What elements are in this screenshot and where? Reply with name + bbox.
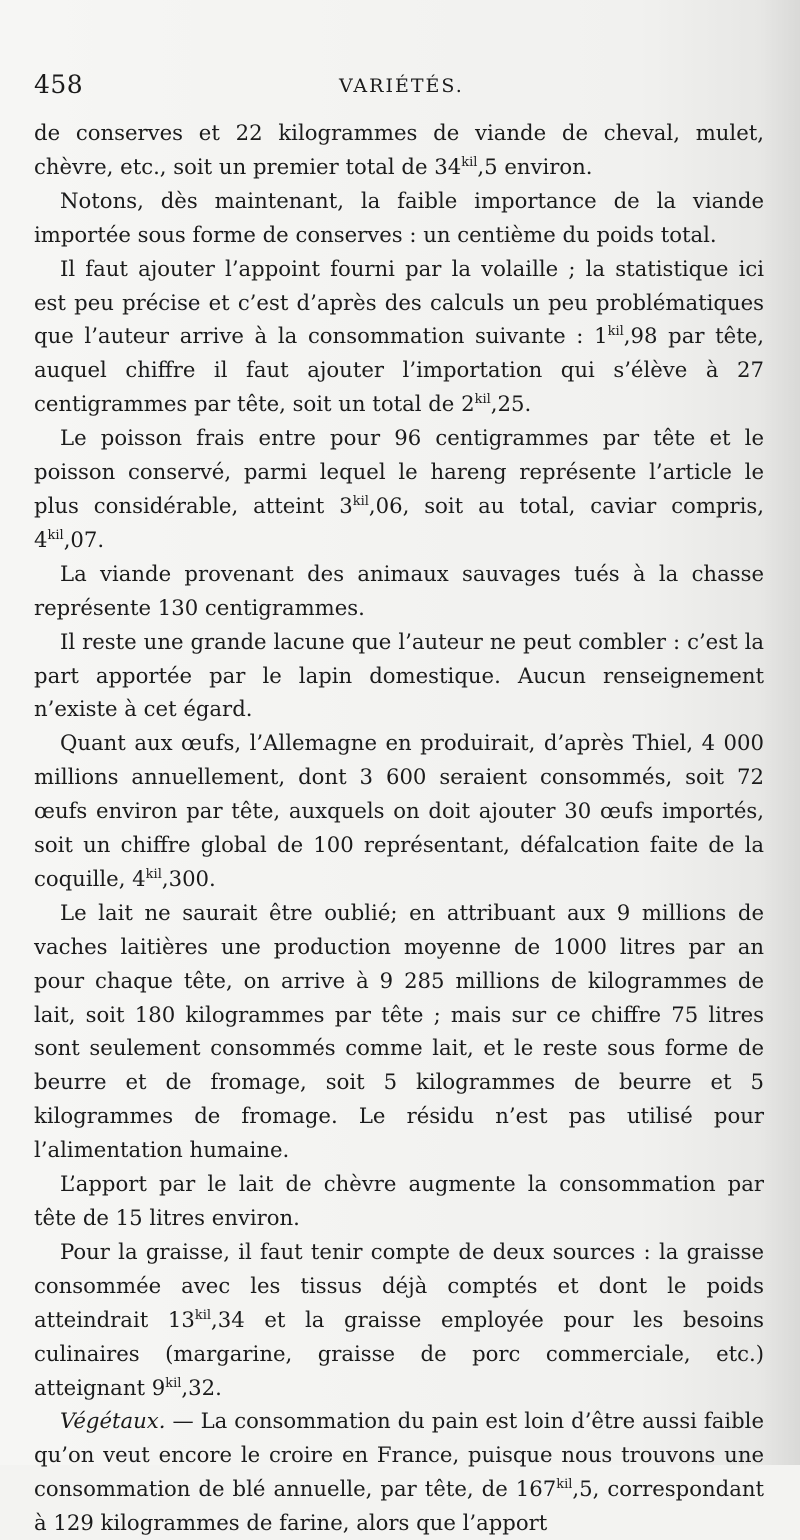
paragraph <box>34 625 764 727</box>
paragraph-text: ,5 environ. <box>477 153 593 179</box>
paragraph <box>34 896 764 1167</box>
paragraph-text: ,5, correspondant à 129 kilogrammes de farine, alors que l’apport <box>34 1476 764 1536</box>
page-number: 458 <box>34 70 84 99</box>
unit-superscript: kil <box>194 1307 212 1323</box>
body-text <box>34 116 764 1540</box>
paragraph-text: ,25. <box>490 391 532 417</box>
unit-superscript: kil <box>607 324 624 340</box>
paragraph-text: Pour la graisse, il faut tenir compte de deux sources : la graisse consommée avec les tissus déjà comptés et dont le poids atteindrait 13 <box>34 1238 764 1332</box>
unit-superscript: kil <box>352 493 369 509</box>
paragraph-text: L’apport par le lait de chèvre augmente la consommation par tête de 15 litres environ. <box>34 1171 764 1230</box>
paragraph <box>34 1404 764 1540</box>
paragraph-text: ,32. <box>181 1374 222 1400</box>
unit-superscript: kil <box>145 866 162 882</box>
unit-superscript: kil <box>474 392 491 408</box>
paragraph <box>34 557 764 625</box>
paragraph <box>34 421 764 557</box>
paragraph-text: — La consommation du pain est loin d’être aussi faible qu’on veut encore le croire en France, puisque nous trouvons une consommation de blé annuelle, par tête, de 167 <box>34 1408 764 1502</box>
paragraph-text: Il faut ajouter l’appoint fourni par la volaille ; la statistique ici est peu précise et c’est d’après des calculs un peu problématiques que l’auteur arrive à la consommation suivante : 1 <box>34 255 764 349</box>
paragraph-text: ,34 et la graisse employée pour les besoins culinaires (margarine, graisse de porc commerciale, etc.) atteignant 9 <box>34 1306 765 1400</box>
paragraph-text: Le lait ne saurait être oublié; en attribuant aux 9 millions de vaches laitières une production moyenne de 1000 litres par an pour chaque tête, on arrive à 9 285 millions de kilogrammes de lait, soit 180 kilogrammes par tête ; mais sur ce chiffre 75 litres sont seulement consommés comme lait, et le reste sous forme de beurre et de fromage, soit 5 kilogrammes de beurre et 5 kilogrammes de fromage. Le résidu n’est pas utilisé pour l’alimentation humaine. <box>34 899 764 1163</box>
unit-superscript: kil <box>556 1477 573 1493</box>
paragraph-text: de conserves et 22 kilogrammes de viande de cheval, mulet, chèvre, etc., soit un premier total de 34 <box>34 120 764 179</box>
paragraph <box>34 1167 764 1235</box>
paragraph <box>34 726 764 896</box>
paragraph-text: ,300. <box>161 865 216 891</box>
paragraph-text: Notons, dès maintenant, la faible importance de la viande importée sous forme de conserves : un centième du poids total. <box>34 187 764 247</box>
paragraph-text: ,07. <box>63 526 105 552</box>
paragraph-text: Le poisson frais entre pour 96 centigrammes par tête et le poisson conservé, parmi lequel le hareng représente l’article le plus considérable, atteint 3 <box>34 425 764 518</box>
running-title: VARIÉTÉS. <box>339 75 464 97</box>
paragraph <box>34 252 764 422</box>
section-heading: Végétaux. <box>60 1408 166 1434</box>
paragraph-text: La viande provenant des animaux sauvages tués à la chasse représente 130 centigrammes. <box>34 560 764 620</box>
paragraph-text: Il reste une grande lacune que l’auteur ne peut combler : c’est la part apportée par le lapin domestique. Aucun renseignement n’existe à cet égard. <box>34 628 764 722</box>
paragraph-text: ,98 par tête, auquel chiffre il faut ajouter l’importation qui s’élève à 27 centigrammes par tête, soit un total de 2 <box>34 323 764 417</box>
unit-superscript: kil <box>461 154 478 170</box>
paragraph-text: Quant aux œufs, l’Allemagne en produirait, d’après Thiel, 4 000 millions annuellement, dont 3 600 seraient consommés, soit 72 œufs environ par tête, auxquels on doit ajouter 30 œufs importés, soit un chiffre global de 100 représentant, défalcation faite de la coquille, 4 <box>34 730 764 891</box>
unit-superscript: kil <box>47 527 64 543</box>
paragraph <box>34 116 764 184</box>
paragraph-text: ,06, soit au total, caviar compris, 4 <box>34 492 764 552</box>
paragraph <box>34 184 764 252</box>
paragraph <box>34 1235 764 1405</box>
page-header <box>34 70 764 104</box>
unit-superscript: kil <box>165 1375 182 1391</box>
